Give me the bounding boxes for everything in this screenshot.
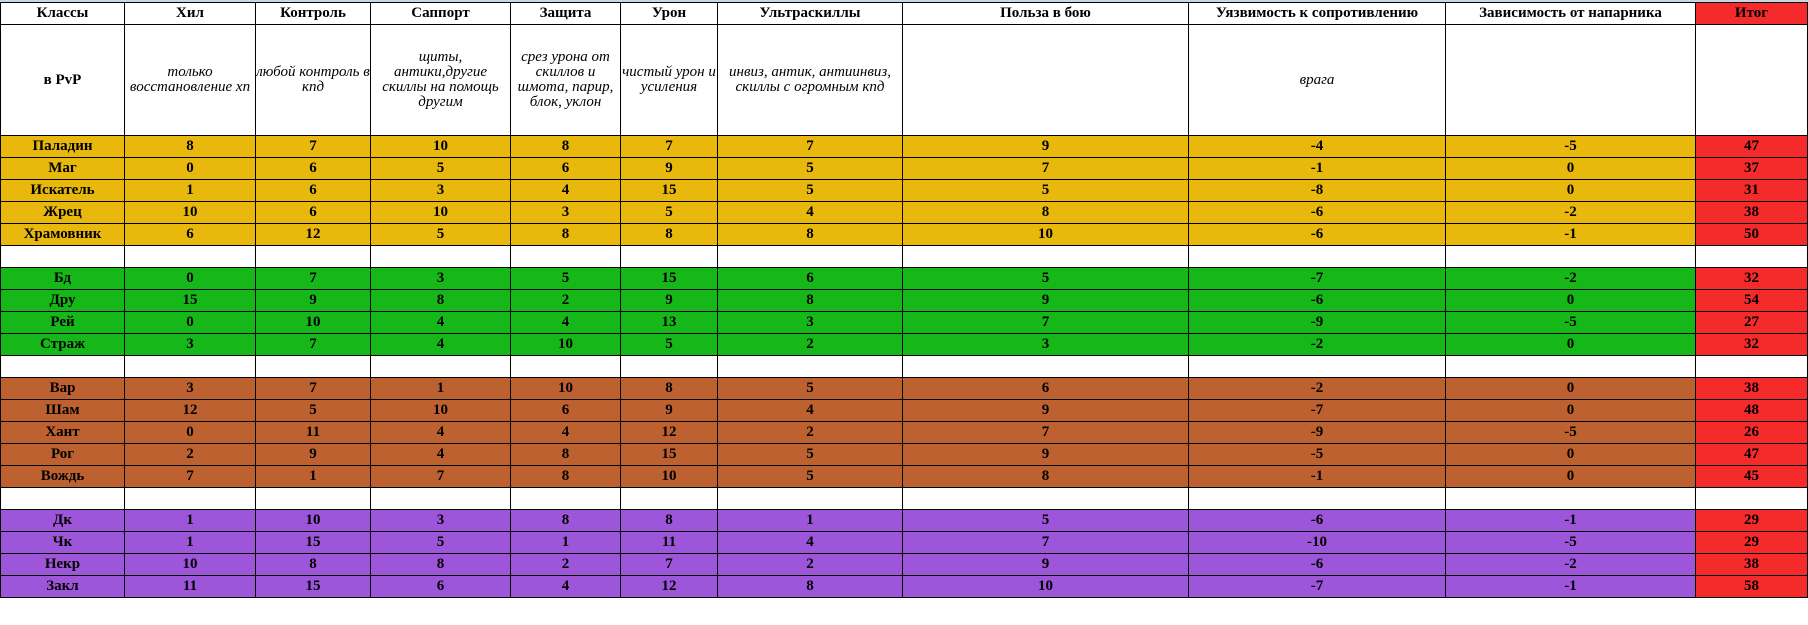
cell-heal[interactable]: 7 [125, 466, 256, 488]
cell-vulnerability[interactable]: -7 [1189, 400, 1446, 422]
header-row [1, 3, 1808, 25]
cell-control[interactable]: 7 [256, 268, 371, 290]
subheader-cell-defense[interactable]: срез урона от скиллов и шмота, парир, блок, уклон [511, 25, 621, 136]
subheader-cell-support[interactable]: щиты, антики,другие скиллы на помощь другим [371, 25, 511, 136]
cell-heal[interactable]: 1 [125, 510, 256, 532]
cell-class[interactable]: Некр [1, 554, 125, 576]
cell-damage[interactable]: 7 [621, 136, 718, 158]
cell-support[interactable]: 7 [371, 466, 511, 488]
cell-class[interactable]: Бд [1, 268, 125, 290]
empty-cell[interactable] [125, 488, 256, 510]
empty-cell[interactable] [621, 246, 718, 268]
cell-battle-use[interactable]: 9 [903, 136, 1189, 158]
cell-heal[interactable]: 3 [125, 334, 256, 356]
cell-heal[interactable]: 8 [125, 136, 256, 158]
cell-total[interactable]: 47 [1696, 444, 1808, 466]
empty-cell[interactable] [256, 488, 371, 510]
cell-support[interactable]: 8 [371, 290, 511, 312]
cell-support[interactable]: 4 [371, 422, 511, 444]
empty-cell[interactable] [1, 356, 125, 378]
cell-class[interactable]: Вар [1, 378, 125, 400]
cell-damage[interactable]: 15 [621, 268, 718, 290]
cell-defense[interactable]: 6 [511, 158, 621, 180]
cell-defense[interactable]: 8 [511, 510, 621, 532]
cell-battle-use[interactable]: 9 [903, 444, 1189, 466]
table-row [1, 532, 1808, 554]
cell-partner-dependency[interactable]: 0 [1446, 466, 1696, 488]
cell-damage[interactable]: 8 [621, 378, 718, 400]
cell-heal[interactable]: 0 [125, 268, 256, 290]
cell-battle-use[interactable]: 7 [903, 422, 1189, 444]
empty-cell[interactable] [1446, 488, 1696, 510]
cell-vulnerability[interactable]: -8 [1189, 180, 1446, 202]
table-row [1, 334, 1808, 356]
table-row [1, 180, 1808, 202]
header-cell-classes[interactable]: Классы [1, 3, 125, 25]
cell-heal[interactable]: 0 [125, 312, 256, 334]
cell-control[interactable]: 8 [256, 554, 371, 576]
cell-ultraskills[interactable]: 5 [718, 466, 903, 488]
cell-heal[interactable]: 6 [125, 224, 256, 246]
cell-partner-dependency[interactable]: -5 [1446, 136, 1696, 158]
cell-total[interactable]: 50 [1696, 224, 1808, 246]
cell-heal[interactable]: 0 [125, 158, 256, 180]
empty-cell[interactable] [903, 246, 1189, 268]
cell-partner-dependency[interactable]: 0 [1446, 444, 1696, 466]
subheader-row [1, 25, 1808, 136]
cell-partner-dependency[interactable]: -2 [1446, 268, 1696, 290]
cell-battle-use[interactable]: 3 [903, 334, 1189, 356]
cell-support[interactable]: 5 [371, 532, 511, 554]
cell-heal[interactable]: 3 [125, 378, 256, 400]
cell-class[interactable]: Жрец [1, 202, 125, 224]
subheader-cell-partner-dependency[interactable] [1446, 25, 1696, 136]
cell-total[interactable]: 38 [1696, 202, 1808, 224]
header-cell-battle-use[interactable]: Польза в бою [903, 3, 1189, 25]
header-cell-ultraskills[interactable]: Ультраскиллы [718, 3, 903, 25]
cell-total[interactable]: 45 [1696, 466, 1808, 488]
empty-cell[interactable] [621, 356, 718, 378]
cell-control[interactable]: 7 [256, 136, 371, 158]
subheader-cell-control[interactable]: любой контроль в кпд [256, 25, 371, 136]
cell-battle-use[interactable]: 10 [903, 576, 1189, 598]
cell-ultraskills[interactable]: 4 [718, 532, 903, 554]
empty-cell[interactable] [718, 488, 903, 510]
cell-total[interactable]: 37 [1696, 158, 1808, 180]
cell-battle-use[interactable]: 9 [903, 400, 1189, 422]
empty-cell[interactable] [1446, 246, 1696, 268]
cell-vulnerability[interactable]: -9 [1189, 312, 1446, 334]
cell-control[interactable]: 7 [256, 378, 371, 400]
cell-support[interactable]: 3 [371, 180, 511, 202]
cell-ultraskills[interactable]: 8 [718, 224, 903, 246]
table-row [1, 312, 1808, 334]
cell-class[interactable]: Рей [1, 312, 125, 334]
cell-heal[interactable]: 1 [125, 532, 256, 554]
cell-damage[interactable]: 12 [621, 422, 718, 444]
cell-control[interactable]: 12 [256, 224, 371, 246]
empty-cell[interactable] [718, 246, 903, 268]
cell-support[interactable]: 4 [371, 444, 511, 466]
cell-support[interactable]: 1 [371, 378, 511, 400]
cell-battle-use[interactable]: 7 [903, 532, 1189, 554]
cell-vulnerability[interactable]: -6 [1189, 290, 1446, 312]
cell-total[interactable]: 47 [1696, 136, 1808, 158]
cell-control[interactable]: 9 [256, 290, 371, 312]
cell-total[interactable]: 29 [1696, 510, 1808, 532]
cell-heal[interactable]: 15 [125, 290, 256, 312]
cell-heal[interactable]: 11 [125, 576, 256, 598]
cell-heal[interactable]: 0 [125, 422, 256, 444]
cell-control[interactable]: 1 [256, 466, 371, 488]
cell-vulnerability[interactable]: -1 [1189, 158, 1446, 180]
table-row [1, 224, 1808, 246]
cell-damage[interactable]: 13 [621, 312, 718, 334]
subheader-cell-pvp[interactable]: в PvP [1, 25, 125, 136]
cell-control[interactable]: 15 [256, 576, 371, 598]
cell-control[interactable]: 10 [256, 510, 371, 532]
table-body [1, 136, 1808, 598]
empty-cell[interactable] [1446, 356, 1696, 378]
cell-ultraskills[interactable]: 8 [718, 576, 903, 598]
header-cell-partner-dependency[interactable]: Зависимость от напарника [1446, 3, 1696, 25]
cell-class[interactable]: Чк [1, 532, 125, 554]
cell-damage[interactable]: 9 [621, 290, 718, 312]
table-row [1, 554, 1808, 576]
cell-partner-dependency[interactable]: -5 [1446, 532, 1696, 554]
cell-partner-dependency[interactable]: 0 [1446, 290, 1696, 312]
cell-battle-use[interactable]: 5 [903, 510, 1189, 532]
cell-control[interactable]: 7 [256, 334, 371, 356]
cell-class[interactable]: Дру [1, 290, 125, 312]
cell-total[interactable]: 38 [1696, 378, 1808, 400]
cell-battle-use[interactable]: 7 [903, 158, 1189, 180]
cell-support[interactable]: 6 [371, 576, 511, 598]
cell-defense[interactable]: 10 [511, 378, 621, 400]
cell-support[interactable]: 3 [371, 268, 511, 290]
empty-cell[interactable] [371, 356, 511, 378]
cell-control[interactable]: 15 [256, 532, 371, 554]
cell-class[interactable]: Рог [1, 444, 125, 466]
empty-cell[interactable] [1, 488, 125, 510]
cell-class[interactable]: Хант [1, 422, 125, 444]
cell-heal[interactable]: 10 [125, 202, 256, 224]
empty-cell[interactable] [511, 488, 621, 510]
cell-defense[interactable]: 2 [511, 554, 621, 576]
cell-vulnerability[interactable]: -6 [1189, 510, 1446, 532]
cell-vulnerability[interactable]: -10 [1189, 532, 1446, 554]
empty-cell[interactable] [256, 356, 371, 378]
cell-heal[interactable]: 12 [125, 400, 256, 422]
header-cell-heal[interactable]: Хил [125, 3, 256, 25]
cell-vulnerability[interactable]: -2 [1189, 334, 1446, 356]
cell-damage[interactable]: 9 [621, 158, 718, 180]
cell-support[interactable]: 5 [371, 224, 511, 246]
empty-cell[interactable] [718, 356, 903, 378]
table-row [1, 290, 1808, 312]
cell-control[interactable]: 5 [256, 400, 371, 422]
cell-partner-dependency[interactable]: -2 [1446, 554, 1696, 576]
cell-partner-dependency[interactable]: -1 [1446, 224, 1696, 246]
cell-battle-use[interactable]: 5 [903, 268, 1189, 290]
subheader-cell-battle-use[interactable] [903, 25, 1189, 136]
cell-vulnerability[interactable]: -6 [1189, 202, 1446, 224]
group-separator-row [1, 246, 1808, 268]
cell-battle-use[interactable]: 9 [903, 554, 1189, 576]
header-cell-support[interactable]: Саппорт [371, 3, 511, 25]
cell-vulnerability[interactable]: -1 [1189, 466, 1446, 488]
table-row [1, 268, 1808, 290]
empty-cell[interactable] [125, 246, 256, 268]
cell-partner-dependency[interactable]: -5 [1446, 422, 1696, 444]
header-cell-defense[interactable]: Защита [511, 3, 621, 25]
empty-cell[interactable] [125, 356, 256, 378]
empty-cell[interactable] [511, 356, 621, 378]
cell-support[interactable]: 10 [371, 400, 511, 422]
cell-damage[interactable]: 5 [621, 202, 718, 224]
cell-defense[interactable]: 4 [511, 180, 621, 202]
cell-control[interactable]: 6 [256, 158, 371, 180]
cell-total[interactable]: 26 [1696, 422, 1808, 444]
subheader-cell-ultraskills[interactable]: инвиз, антик, антиинвиз, скиллы с огромным кпд [718, 25, 903, 136]
cell-control[interactable]: 10 [256, 312, 371, 334]
pvp-class-rating-table [0, 2, 1808, 598]
cell-damage[interactable]: 12 [621, 576, 718, 598]
cell-support[interactable]: 10 [371, 136, 511, 158]
cell-partner-dependency[interactable]: 0 [1446, 378, 1696, 400]
empty-cell[interactable] [903, 356, 1189, 378]
cell-partner-dependency[interactable]: 0 [1446, 400, 1696, 422]
cell-total[interactable]: 32 [1696, 268, 1808, 290]
cell-class[interactable]: Шам [1, 400, 125, 422]
cell-control[interactable]: 11 [256, 422, 371, 444]
table-row [1, 400, 1808, 422]
cell-partner-dependency[interactable]: 0 [1446, 180, 1696, 202]
cell-damage[interactable]: 15 [621, 444, 718, 466]
cell-ultraskills[interactable]: 2 [718, 554, 903, 576]
cell-total[interactable]: 48 [1696, 400, 1808, 422]
cell-defense[interactable]: 1 [511, 532, 621, 554]
subheader-cell-total[interactable] [1696, 25, 1808, 136]
cell-damage[interactable]: 11 [621, 532, 718, 554]
cell-damage[interactable]: 5 [621, 334, 718, 356]
cell-defense[interactable]: 8 [511, 466, 621, 488]
cell-support[interactable]: 10 [371, 202, 511, 224]
empty-cell[interactable] [1, 246, 125, 268]
cell-ultraskills[interactable]: 2 [718, 334, 903, 356]
cell-class[interactable]: Маг [1, 158, 125, 180]
cell-total[interactable]: 31 [1696, 180, 1808, 202]
empty-cell[interactable] [1189, 356, 1446, 378]
cell-defense[interactable]: 4 [511, 576, 621, 598]
empty-cell[interactable] [1696, 246, 1808, 268]
cell-ultraskills[interactable]: 5 [718, 444, 903, 466]
cell-ultraskills[interactable]: 7 [718, 136, 903, 158]
cell-damage[interactable]: 8 [621, 510, 718, 532]
empty-cell[interactable] [903, 488, 1189, 510]
empty-cell[interactable] [1189, 488, 1446, 510]
group-separator-row [1, 488, 1808, 510]
cell-partner-dependency[interactable]: -5 [1446, 312, 1696, 334]
table-row [1, 136, 1808, 158]
cell-ultraskills[interactable]: 5 [718, 158, 903, 180]
table-row [1, 378, 1808, 400]
cell-ultraskills[interactable]: 8 [718, 290, 903, 312]
cell-class[interactable]: Паладин [1, 136, 125, 158]
cell-defense[interactable]: 5 [511, 268, 621, 290]
table-row [1, 158, 1808, 180]
cell-total[interactable]: 54 [1696, 290, 1808, 312]
cell-vulnerability[interactable]: -6 [1189, 554, 1446, 576]
cell-battle-use[interactable]: 9 [903, 290, 1189, 312]
empty-cell[interactable] [371, 488, 511, 510]
cell-battle-use[interactable]: 7 [903, 312, 1189, 334]
subheader-cell-damage[interactable]: чистый урон и усиления [621, 25, 718, 136]
cell-control[interactable]: 6 [256, 202, 371, 224]
cell-class[interactable]: Страж [1, 334, 125, 356]
cell-ultraskills[interactable]: 3 [718, 312, 903, 334]
cell-defense[interactable]: 3 [511, 202, 621, 224]
cell-total[interactable]: 58 [1696, 576, 1808, 598]
cell-defense[interactable]: 4 [511, 312, 621, 334]
table-row [1, 510, 1808, 532]
table-row [1, 444, 1808, 466]
table-row [1, 466, 1808, 488]
empty-cell[interactable] [256, 246, 371, 268]
cell-vulnerability[interactable]: -9 [1189, 422, 1446, 444]
cell-partner-dependency[interactable]: 0 [1446, 334, 1696, 356]
group-separator-row [1, 356, 1808, 378]
cell-control[interactable]: 9 [256, 444, 371, 466]
cell-defense[interactable]: 4 [511, 422, 621, 444]
cell-total[interactable]: 32 [1696, 334, 1808, 356]
cell-vulnerability[interactable]: -6 [1189, 224, 1446, 246]
table-row [1, 202, 1808, 224]
empty-cell[interactable] [1696, 488, 1808, 510]
cell-control[interactable]: 6 [256, 180, 371, 202]
cell-total[interactable]: 27 [1696, 312, 1808, 334]
table-row [1, 576, 1808, 598]
cell-class[interactable]: Дк [1, 510, 125, 532]
cell-battle-use[interactable]: 6 [903, 378, 1189, 400]
cell-defense[interactable]: 2 [511, 290, 621, 312]
cell-ultraskills[interactable]: 1 [718, 510, 903, 532]
cell-battle-use[interactable]: 8 [903, 202, 1189, 224]
subheader-cell-heal[interactable]: только восстановление хп [125, 25, 256, 136]
cell-total[interactable]: 38 [1696, 554, 1808, 576]
cell-class[interactable]: Храмовник [1, 224, 125, 246]
cell-battle-use[interactable]: 8 [903, 466, 1189, 488]
cell-class[interactable]: Закл [1, 576, 125, 598]
cell-support[interactable]: 3 [371, 510, 511, 532]
empty-cell[interactable] [371, 246, 511, 268]
cell-damage[interactable]: 9 [621, 400, 718, 422]
empty-cell[interactable] [511, 246, 621, 268]
cell-vulnerability[interactable]: -2 [1189, 378, 1446, 400]
cell-heal[interactable]: 2 [125, 444, 256, 466]
cell-support[interactable]: 5 [371, 158, 511, 180]
cell-vulnerability[interactable]: -7 [1189, 576, 1446, 598]
cell-ultraskills[interactable]: 5 [718, 378, 903, 400]
cell-heal[interactable]: 10 [125, 554, 256, 576]
cell-battle-use[interactable]: 10 [903, 224, 1189, 246]
empty-cell[interactable] [621, 488, 718, 510]
cell-ultraskills[interactable]: 2 [718, 422, 903, 444]
empty-cell[interactable] [1696, 356, 1808, 378]
cell-partner-dependency[interactable]: -2 [1446, 202, 1696, 224]
cell-partner-dependency[interactable]: -1 [1446, 576, 1696, 598]
cell-class[interactable]: Вождь [1, 466, 125, 488]
cell-support[interactable]: 4 [371, 312, 511, 334]
cell-class[interactable]: Искатель [1, 180, 125, 202]
cell-total[interactable]: 29 [1696, 532, 1808, 554]
header-cell-vulnerability[interactable]: Уязвимость к сопротивлению [1189, 3, 1446, 25]
cell-damage[interactable]: 8 [621, 224, 718, 246]
cell-ultraskills[interactable]: 4 [718, 400, 903, 422]
cell-defense[interactable]: 8 [511, 224, 621, 246]
cell-vulnerability[interactable]: -5 [1189, 444, 1446, 466]
cell-defense[interactable]: 8 [511, 444, 621, 466]
cell-ultraskills[interactable]: 6 [718, 268, 903, 290]
cell-partner-dependency[interactable]: 0 [1446, 158, 1696, 180]
cell-defense[interactable]: 6 [511, 400, 621, 422]
header-cell-damage[interactable]: Урон [621, 3, 718, 25]
cell-defense[interactable]: 8 [511, 136, 621, 158]
cell-battle-use[interactable]: 5 [903, 180, 1189, 202]
cell-support[interactable]: 4 [371, 334, 511, 356]
table-row [1, 422, 1808, 444]
cell-vulnerability[interactable]: -7 [1189, 268, 1446, 290]
header-cell-total[interactable]: Итог [1696, 3, 1808, 25]
cell-partner-dependency[interactable]: -1 [1446, 510, 1696, 532]
subheader-cell-vulnerability[interactable]: врага [1189, 25, 1446, 136]
cell-damage[interactable]: 15 [621, 180, 718, 202]
cell-damage[interactable]: 10 [621, 466, 718, 488]
cell-vulnerability[interactable]: -4 [1189, 136, 1446, 158]
cell-ultraskills[interactable]: 4 [718, 202, 903, 224]
cell-heal[interactable]: 1 [125, 180, 256, 202]
cell-defense[interactable]: 10 [511, 334, 621, 356]
cell-support[interactable]: 8 [371, 554, 511, 576]
empty-cell[interactable] [1189, 246, 1446, 268]
cell-ultraskills[interactable]: 5 [718, 180, 903, 202]
header-cell-control[interactable]: Контроль [256, 3, 371, 25]
cell-damage[interactable]: 7 [621, 554, 718, 576]
